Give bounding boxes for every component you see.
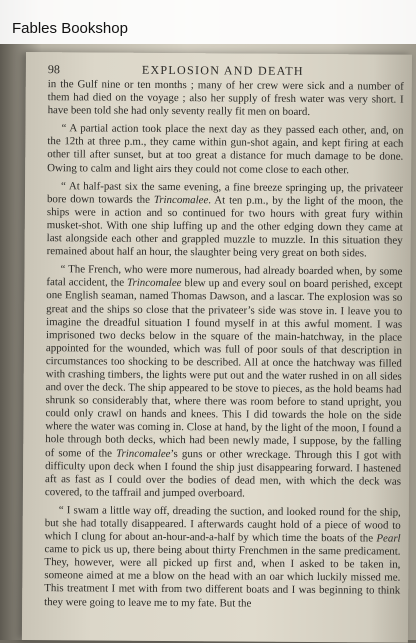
paragraph-2: “ A partial action took place the next day as they passed each other, and, on the 12th at three p.m., they came within gun-shot again, and kept firing at each other till after sunset, but at too great a distance for much damage to be done. Owing to calm and light airs they could not come close to each other. [47,122,404,176]
page-number: 98 [47,62,60,77]
watermark-text: Fables Bookshop [12,20,128,37]
running-title: EXPLOSION AND DEATH [141,62,304,78]
paragraph-1: in the Gulf nine or ten months ; many of her crew were sick and a number of them had died on the voyage ; also her supply of fresh water was very short. I have been told she had only seventy really fit men on board. [47,78,404,119]
watermark-banner [0,0,416,44]
paragraph-3: “ At half-past six the same evening, a fine breeze springing up, the privateer bore down towards the Trincomalee. At ten p.m., by the light of the moon, the ships were in action and so continued for two hours with great fury within musket-shot. With one ship luffing up and the other edging down they came at last alongside each other and grappled muzzle to muzzle. In this situation they remained about half an hour, the slaughter being very great on both sides. [46,179,404,260]
page-body [44,78,404,616]
book-page [22,52,412,643]
paragraph-4: “ The French, who were more numerous, had already boarded when, by some fatal accident, the Trincomalee blew up and every soul on board perished, except one English seaman, named Thomas Dawson, and a lascar. The explosion was so great and the ships so close that the privateer’s side was stove in. I leave you to imagine the dreadful situation I found myself in at this awful moment. I was imprisoned two decks below in the square of the main-hatchway, in the place appointed for the wounded, which was full of poor souls of that description in circumstances too shocking to be described. All at once the hatchway was filled with crashing timbers, the lights were put out and the water rushed in on all sides and over the deck. The ship appeared to be stove to pieces, as the hold beams had shrunk so considerably that, where there was room before to stand upright, you could only crawl on hands and knees. This I did towards the hole on the side where the water was coming in. Close at hand, by the light of the moon, I found a hole through both decks, which had been newly made, I suppose, by the falling of some of the Trincomalee’s guns or other wreckage. Through this I got with difficulty upon deck when I found the ship just disappearing forward. I hastened aft as fast as I could over the bodies of dead men, with which the deck was covered, to the taffrail and jumped overboard. [44,263,403,500]
paragraph-5: “ I swam a little way off, dreading the suction, and looked round for the ship, but she had totally disappeared. I afterwards caught hold of a piece of wood to which I clung for about an-hour-and-a-half by which time the boats of the Pearl came to pick us up, there being about thirty Frenchmen in the same predicament. They, however, were all picked up first and, when I asked to be taken in, someone aimed at me a blow on the head with an oar which luckily missed me. This treatment I met with from two different boats and I was beginning to think they were going to leave me to my fate. But the [44,504,401,610]
